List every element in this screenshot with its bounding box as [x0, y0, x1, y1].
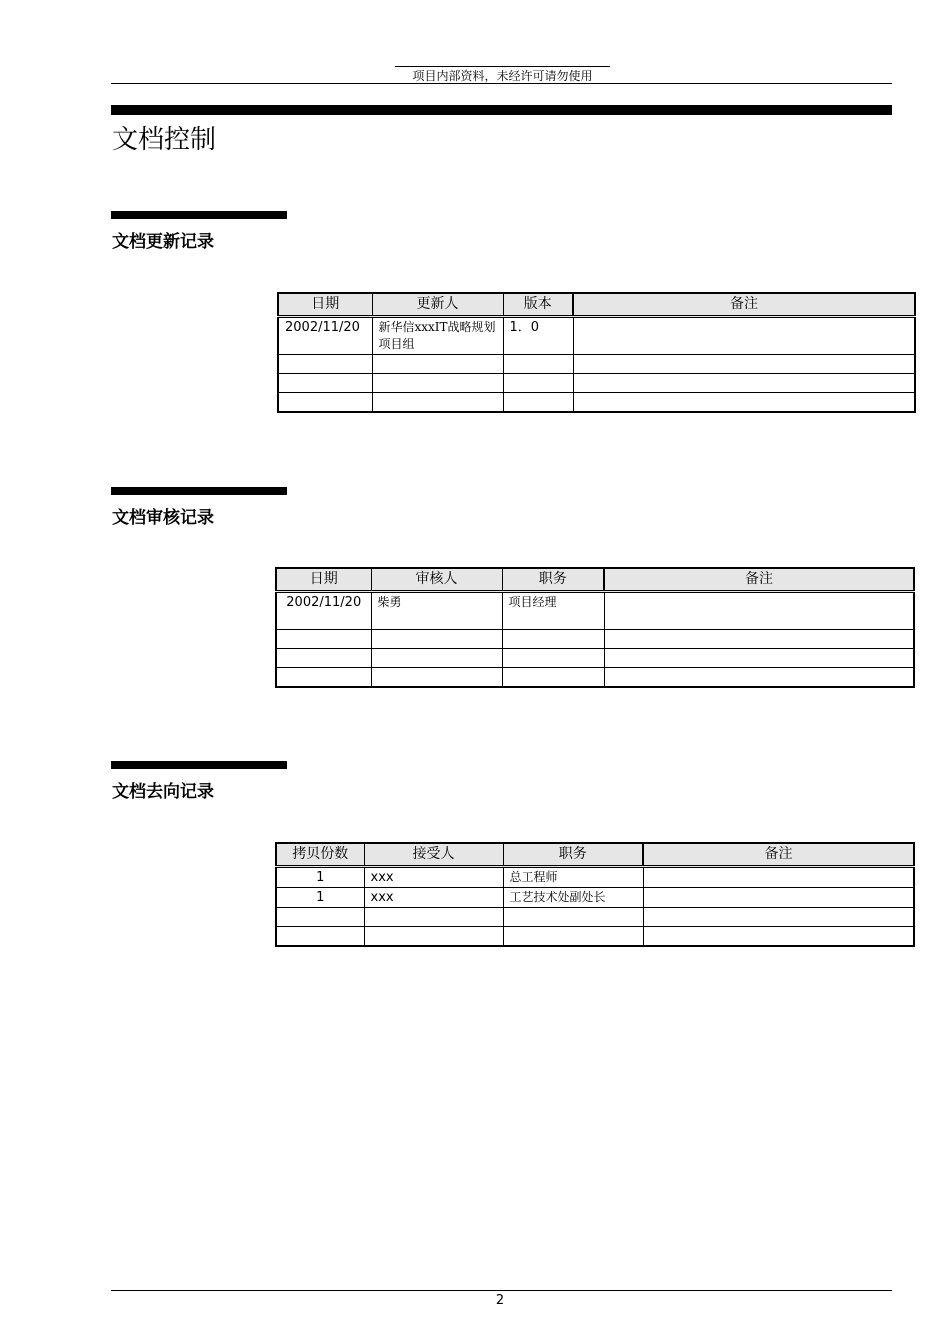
table-cell: 新华信xxxIT战略规划项目组 — [372, 317, 503, 355]
section-bar-distribution — [111, 761, 287, 769]
table-cell: xxx — [364, 867, 503, 888]
table-row — [278, 355, 915, 374]
table-row — [278, 393, 915, 413]
table-cell: 2002/11/20 — [276, 592, 371, 630]
header-rule — [111, 83, 892, 84]
table-cell: 柴勇 — [371, 592, 502, 630]
update-record-table — [277, 292, 916, 413]
table-row — [278, 317, 915, 355]
page-header-text: 项目内部资料，未经许可请勿使用 — [395, 66, 610, 85]
table-cell — [372, 355, 503, 374]
column-header-date: 日期 — [276, 568, 371, 592]
table-cell — [503, 393, 573, 413]
table-cell — [276, 927, 364, 947]
column-header-position: 职务 — [503, 843, 643, 867]
page-number: 2 — [495, 1293, 505, 1308]
table-cell: 1．0 — [503, 317, 573, 355]
table-cell — [643, 908, 914, 927]
table-cell — [502, 649, 604, 668]
table-cell — [573, 317, 915, 355]
section-bar-update — [111, 211, 287, 219]
table-cell — [372, 393, 503, 413]
table-cell — [643, 927, 914, 947]
table-cell — [604, 649, 914, 668]
table-row — [278, 374, 915, 393]
column-header-copies: 拷贝份数 — [276, 843, 364, 867]
section-title-review: 文档审核记录 — [112, 508, 214, 528]
section-bar-review — [111, 487, 287, 495]
table-cell — [604, 668, 914, 688]
distribution-record-table — [275, 842, 915, 947]
table-cell — [604, 630, 914, 649]
table-cell — [573, 393, 915, 413]
table-cell — [278, 374, 372, 393]
table-cell — [503, 355, 573, 374]
column-header-updater: 更新人 — [372, 293, 503, 317]
column-header-date: 日期 — [278, 293, 372, 317]
page-title: 文档控制 — [112, 125, 217, 155]
table-cell — [643, 867, 914, 888]
review-record-table — [275, 567, 915, 688]
column-header-position: 职务 — [502, 568, 604, 592]
column-header-recipient: 接受人 — [364, 843, 503, 867]
table-cell: 项目经理 — [502, 592, 604, 630]
column-header-remarks: 备注 — [604, 568, 914, 592]
table-cell — [278, 393, 372, 413]
table-row — [276, 888, 914, 908]
table-cell — [604, 592, 914, 630]
table-cell — [503, 374, 573, 393]
table-cell: 1 — [276, 867, 364, 888]
table-cell — [502, 668, 604, 688]
table-row — [276, 630, 914, 649]
section-title-distribution: 文档去向记录 — [112, 782, 214, 802]
table-cell — [502, 630, 604, 649]
table-cell — [276, 908, 364, 927]
column-header-version: 版本 — [503, 293, 573, 317]
table-cell: 工艺技术处副处长 — [503, 888, 643, 908]
table-row — [276, 649, 914, 668]
table-cell — [503, 927, 643, 947]
table-cell — [278, 355, 372, 374]
column-header-remarks: 备注 — [643, 843, 914, 867]
table-cell — [573, 374, 915, 393]
table-row — [276, 867, 914, 888]
table-cell — [371, 630, 502, 649]
table-cell — [503, 908, 643, 927]
table-row — [276, 927, 914, 947]
table-cell — [643, 888, 914, 908]
table-row — [276, 592, 914, 630]
table-row — [276, 668, 914, 688]
table-cell — [276, 649, 371, 668]
table-cell: 1 — [276, 888, 364, 908]
table-cell: xxx — [364, 888, 503, 908]
table-cell — [371, 649, 502, 668]
table-cell: 2002/11/20 — [278, 317, 372, 355]
column-header-remarks: 备注 — [573, 293, 915, 317]
table-cell — [372, 374, 503, 393]
section-title-update: 文档更新记录 — [112, 232, 214, 252]
table-cell — [573, 355, 915, 374]
table-cell: 总工程师 — [503, 867, 643, 888]
table-row — [276, 908, 914, 927]
table-cell — [371, 668, 502, 688]
footer-rule — [111, 1290, 892, 1291]
title-bar — [111, 105, 892, 115]
table-cell — [276, 630, 371, 649]
table-cell — [364, 908, 503, 927]
table-cell — [276, 668, 371, 688]
column-header-reviewer: 审核人 — [371, 568, 502, 592]
table-cell — [364, 927, 503, 947]
